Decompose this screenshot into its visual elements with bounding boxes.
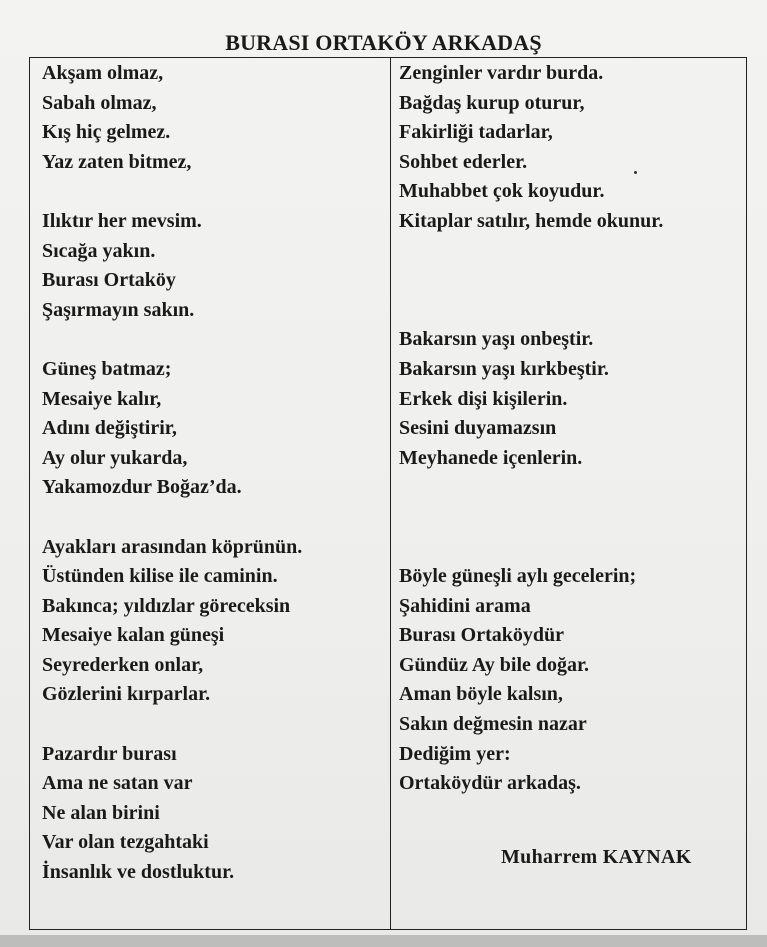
left-verse-line: Kış hiç gelmez. — [42, 121, 171, 144]
left-verse-line: Ay olur yukarda, — [42, 446, 188, 469]
right-verse-line: Bağdaş kurup oturur, — [399, 91, 585, 114]
left-verse-line: Pazardır burası — [42, 742, 177, 765]
left-verse-line: Sabah olmaz, — [42, 91, 157, 114]
paper-edge-shadow — [0, 935, 767, 947]
left-verse-line: Mesaiye kalır, — [42, 387, 162, 410]
right-verse-line: Erkek dişi kişilerin. — [399, 387, 568, 410]
right-verse-line: Zenginler vardır burda. — [399, 62, 604, 84]
right-verse-line: Gündüz Ay bile doğar. — [399, 653, 590, 676]
left-verse-line — [42, 710, 402, 740]
right-verse-line: Muhabbet çok koyudur. — [399, 180, 605, 203]
left-verse-line: Bakınca; yıldızlar göreceksin — [42, 594, 291, 617]
right-verse-line: Meyhanede içenlerin. — [399, 446, 583, 469]
left-verse-line: Mesaiye kalan güneşi — [42, 624, 225, 647]
left-verse-line: Ayakları arasından köprünün. — [42, 535, 303, 558]
right-verse-line — [399, 296, 759, 326]
left-verse-line: Ama ne satan var — [42, 772, 193, 795]
right-verse-line — [399, 533, 759, 563]
right-verse-line: Aman böyle kalsın, — [399, 683, 563, 706]
right-verse-line: Sesini duyamazsın — [399, 417, 557, 440]
right-verse-line: Sakın değmesin nazar — [399, 713, 587, 736]
left-verse-line: Yakamozdur Boğaz’da. — [42, 476, 242, 499]
author-signature: Muharrem KAYNAK — [501, 846, 692, 868]
right-verse-line: Burası Ortaköydür — [399, 624, 565, 647]
right-verse-line — [399, 503, 759, 533]
left-verse-line — [42, 177, 402, 207]
left-verse-line: İnsanlık ve dostluktur. — [42, 861, 235, 884]
left-verse-line: Ne alan birini — [42, 801, 160, 824]
right-verse-line: Kitaplar satılır, hemde okunur. — [399, 209, 664, 232]
left-verse-line: Sıcağa yakın. — [42, 239, 156, 262]
right-verse-line — [399, 473, 759, 503]
right-verse-line: Ortaköydür arkadaş. — [399, 772, 581, 795]
left-verse-line: Akşam olmaz, — [42, 62, 164, 84]
right-verse-line: Böyle güneşli aylı gecelerin; — [399, 565, 637, 588]
left-verse-line: Burası Ortaköy — [42, 269, 176, 292]
right-verse-line: Şahidini arama — [399, 594, 531, 617]
left-verse-line — [42, 325, 402, 355]
right-column — [399, 59, 759, 799]
left-verse-line — [42, 503, 402, 533]
poem-title: BURASI ORTAKÖY ARKADAŞ — [225, 30, 542, 55]
right-verse-line: Fakirliği tadarlar, — [399, 121, 553, 144]
left-verse-line: Güneş batmaz; — [42, 357, 172, 380]
left-verse-line: Üstünden kilise ile caminin. — [42, 565, 278, 588]
right-verse-line: Dediğim yer: — [399, 742, 511, 765]
left-verse-line: Var olan tezgahtaki — [42, 831, 209, 854]
left-verse-line: Şaşırmayın sakın. — [42, 298, 195, 321]
left-verse-line: Yaz zaten bitmez, — [42, 150, 192, 173]
left-verse-line: Gözlerini kırparlar. — [42, 683, 211, 706]
right-verse-line: Bakarsın yaşı onbeştir. — [399, 328, 594, 351]
right-verse-line — [399, 266, 759, 296]
right-verse-line — [399, 237, 759, 267]
left-verse-line: Seyrederken onlar, — [42, 653, 204, 676]
right-verse-line: Sohbet ederler. — [399, 150, 528, 173]
left-verse-line: Ilıktır her mevsim. — [42, 209, 202, 232]
left-column — [42, 59, 402, 888]
right-verse-line: Bakarsın yaşı kırkbeştir. — [399, 357, 609, 380]
left-verse-line: Adını değiştirir, — [42, 417, 177, 440]
